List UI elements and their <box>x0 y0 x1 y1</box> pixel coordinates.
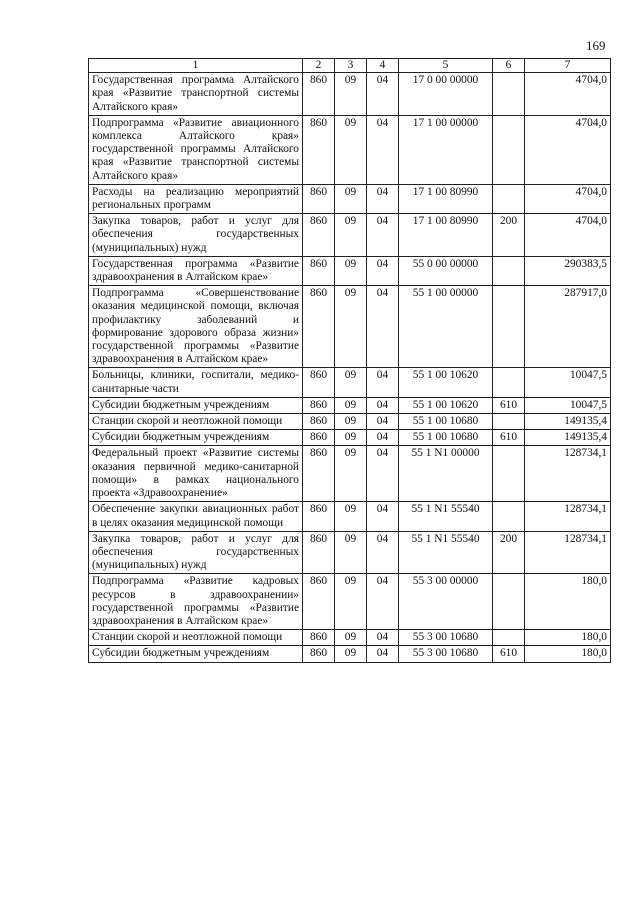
table-row <box>89 630 611 646</box>
cell-col-2: 860 <box>303 214 335 257</box>
cell-col-3: 09 <box>335 531 367 574</box>
cell-col-2: 860 <box>303 446 335 502</box>
table-row <box>89 430 611 446</box>
cell-col-5: 55 1 N1 55540 <box>399 502 493 531</box>
cell-col-6: 610 <box>493 430 525 446</box>
table-row <box>89 368 611 397</box>
cell-col-2: 860 <box>303 286 335 368</box>
cell-col-2: 860 <box>303 73 335 116</box>
cell-col-2: 860 <box>303 414 335 430</box>
cell-col-3: 09 <box>335 446 367 502</box>
cell-col-5: 55 1 N1 00000 <box>399 446 493 502</box>
cell-col-4: 04 <box>367 256 399 285</box>
table-row <box>89 397 611 413</box>
column-header-3: 3 <box>335 59 367 73</box>
cell-col-7: 128734,1 <box>525 446 611 502</box>
column-header-2: 2 <box>303 59 335 73</box>
cell-col-3: 09 <box>335 646 367 662</box>
cell-col-7: 180,0 <box>525 646 611 662</box>
row-name: Расходы на реализацию мероприятий региональных программ <box>89 184 303 213</box>
cell-col-4: 04 <box>367 286 399 368</box>
table-row <box>89 73 611 116</box>
cell-col-4: 04 <box>367 531 399 574</box>
cell-col-3: 09 <box>335 214 367 257</box>
row-name: Государственная программа «Развитие здравоохранения в Алтайском крае» <box>89 256 303 285</box>
cell-col-5: 55 3 00 00000 <box>399 574 493 630</box>
column-header-4: 4 <box>367 59 399 73</box>
table-row <box>89 531 611 574</box>
cell-col-4: 04 <box>367 502 399 531</box>
cell-col-6 <box>493 115 525 184</box>
cell-col-5: 55 1 00 10620 <box>399 368 493 397</box>
cell-col-6 <box>493 502 525 531</box>
cell-col-4: 04 <box>367 73 399 116</box>
cell-col-7: 4704,0 <box>525 184 611 213</box>
cell-col-7: 287917,0 <box>525 286 611 368</box>
cell-col-6 <box>493 256 525 285</box>
cell-col-3: 09 <box>335 414 367 430</box>
table-row <box>89 184 611 213</box>
cell-col-5: 55 1 00 10620 <box>399 397 493 413</box>
row-name: Больницы, клиники, госпитали, медико-санитарные части <box>89 368 303 397</box>
row-name: Закупка товаров, работ и услуг для обеспечения государственных (муниципальных) нужд <box>89 214 303 257</box>
cell-col-7: 149135,4 <box>525 414 611 430</box>
cell-col-2: 860 <box>303 502 335 531</box>
column-header-5: 5 <box>399 59 493 73</box>
cell-col-3: 09 <box>335 574 367 630</box>
cell-col-7: 290383,5 <box>525 256 611 285</box>
table-row <box>89 502 611 531</box>
cell-col-7: 180,0 <box>525 574 611 630</box>
cell-col-2: 860 <box>303 630 335 646</box>
cell-col-7: 4704,0 <box>525 115 611 184</box>
row-name: Федеральный проект «Развитие системы оказания первичной медико-санитарной помощи» в рамках национального проекта «Здравоохранение» <box>89 446 303 502</box>
cell-col-6 <box>493 414 525 430</box>
column-header-6: 6 <box>493 59 525 73</box>
cell-col-7: 149135,4 <box>525 430 611 446</box>
cell-col-7: 180,0 <box>525 630 611 646</box>
row-name: Подпрограмма «Развитие авиационного комплекса Алтайского края» государственной программы Алтайского края «Развитие транспортной системы Алтайского края» <box>89 115 303 184</box>
cell-col-3: 09 <box>335 115 367 184</box>
row-name: Субсидии бюджетным учреждениям <box>89 430 303 446</box>
cell-col-6 <box>493 73 525 116</box>
table-row <box>89 286 611 368</box>
cell-col-2: 860 <box>303 531 335 574</box>
cell-col-3: 09 <box>335 502 367 531</box>
cell-col-5: 55 0 00 00000 <box>399 256 493 285</box>
cell-col-2: 860 <box>303 430 335 446</box>
cell-col-5: 55 3 00 10680 <box>399 646 493 662</box>
cell-col-4: 04 <box>367 646 399 662</box>
cell-col-5: 55 1 N1 55540 <box>399 531 493 574</box>
cell-col-2: 860 <box>303 115 335 184</box>
cell-col-4: 04 <box>367 446 399 502</box>
column-header-1: 1 <box>89 59 303 73</box>
row-name: Субсидии бюджетным учреждениям <box>89 397 303 413</box>
row-name: Обеспечение закупки авиационных работ в целях оказания медицинской помощи <box>89 502 303 531</box>
table-row <box>89 414 611 430</box>
cell-col-6: 200 <box>493 531 525 574</box>
table-row <box>89 646 611 662</box>
cell-col-5: 55 1 00 00000 <box>399 286 493 368</box>
cell-col-2: 860 <box>303 184 335 213</box>
budget-table <box>88 58 611 663</box>
cell-col-4: 04 <box>367 214 399 257</box>
cell-col-5: 17 0 00 00000 <box>399 73 493 116</box>
table-row <box>89 214 611 257</box>
cell-col-3: 09 <box>335 73 367 116</box>
row-name: Станции скорой и неотложной помощи <box>89 630 303 646</box>
cell-col-6 <box>493 286 525 368</box>
cell-col-7: 128734,1 <box>525 531 611 574</box>
cell-col-3: 09 <box>335 430 367 446</box>
table-header <box>89 59 611 73</box>
cell-col-5: 55 3 00 10680 <box>399 630 493 646</box>
cell-col-6 <box>493 184 525 213</box>
cell-col-5: 17 1 00 80990 <box>399 214 493 257</box>
row-name: Станции скорой и неотложной помощи <box>89 414 303 430</box>
page-number: 169 <box>586 38 606 53</box>
cell-col-4: 04 <box>367 184 399 213</box>
cell-col-5: 17 1 00 00000 <box>399 115 493 184</box>
table-body <box>89 73 611 662</box>
cell-col-7: 10047,5 <box>525 397 611 413</box>
cell-col-5: 55 1 00 10680 <box>399 430 493 446</box>
row-name: Подпрограмма «Развитие кадровых ресурсов в здравоохранении» государственной программы «Развитие здравоохранения в Алтайском крае» <box>89 574 303 630</box>
cell-col-3: 09 <box>335 368 367 397</box>
table-row <box>89 256 611 285</box>
cell-col-6: 610 <box>493 397 525 413</box>
cell-col-7: 128734,1 <box>525 502 611 531</box>
cell-col-7: 4704,0 <box>525 214 611 257</box>
cell-col-6 <box>493 630 525 646</box>
cell-col-2: 860 <box>303 646 335 662</box>
cell-col-6: 610 <box>493 646 525 662</box>
cell-col-6 <box>493 446 525 502</box>
cell-col-7: 4704,0 <box>525 73 611 116</box>
cell-col-2: 860 <box>303 397 335 413</box>
cell-col-3: 09 <box>335 286 367 368</box>
cell-col-3: 09 <box>335 630 367 646</box>
column-header-7: 7 <box>525 59 611 73</box>
cell-col-4: 04 <box>367 368 399 397</box>
cell-col-3: 09 <box>335 184 367 213</box>
row-name: Государственная программа Алтайского края «Развитие транспортной системы Алтайского края» <box>89 73 303 116</box>
cell-col-6: 200 <box>493 214 525 257</box>
cell-col-4: 04 <box>367 574 399 630</box>
table-row <box>89 574 611 630</box>
cell-col-4: 04 <box>367 630 399 646</box>
row-name: Подпрограмма «Совершенствование оказания медицинской помощи, включая профилактику заболеваний и формирование здорового образа жизни» государственной программы «Развитие здравоохранения в Алтайском крае» <box>89 286 303 368</box>
cell-col-2: 860 <box>303 368 335 397</box>
cell-col-4: 04 <box>367 414 399 430</box>
row-name: Закупка товаров, работ и услуг для обеспечения государственных (муниципальных) нужд <box>89 531 303 574</box>
table-row <box>89 446 611 502</box>
cell-col-5: 17 1 00 80990 <box>399 184 493 213</box>
cell-col-3: 09 <box>335 397 367 413</box>
header-row <box>89 59 611 73</box>
cell-col-4: 04 <box>367 397 399 413</box>
cell-col-2: 860 <box>303 574 335 630</box>
row-name: Субсидии бюджетным учреждениям <box>89 646 303 662</box>
cell-col-6 <box>493 574 525 630</box>
cell-col-4: 04 <box>367 115 399 184</box>
cell-col-6 <box>493 368 525 397</box>
cell-col-5: 55 1 00 10680 <box>399 414 493 430</box>
table-row <box>89 115 611 184</box>
cell-col-3: 09 <box>335 256 367 285</box>
cell-col-2: 860 <box>303 256 335 285</box>
cell-col-7: 10047,5 <box>525 368 611 397</box>
cell-col-4: 04 <box>367 430 399 446</box>
